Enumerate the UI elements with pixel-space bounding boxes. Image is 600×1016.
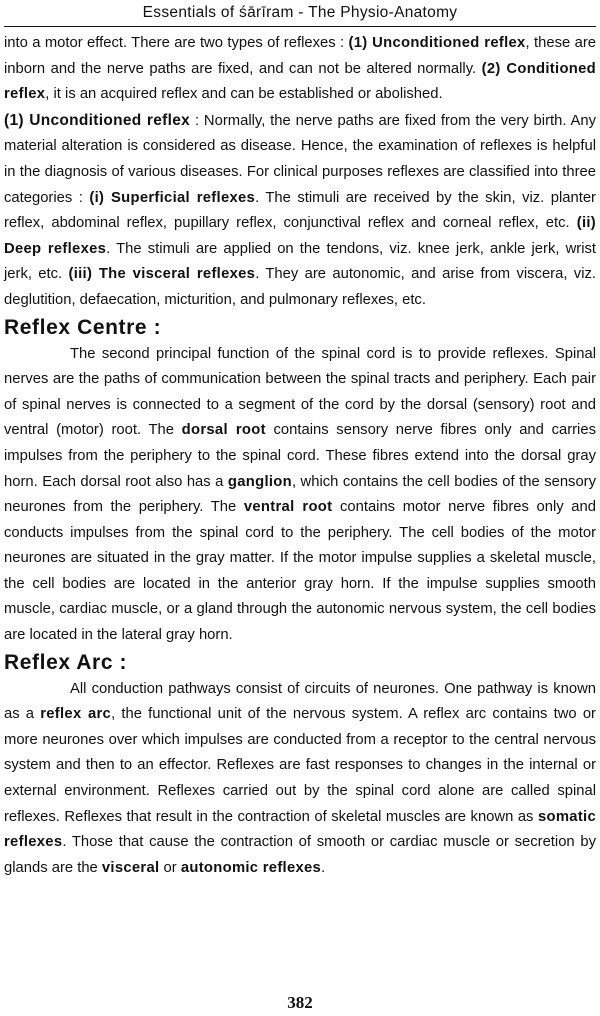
term-conditioned-reflex: (2) Conditioned reflex bbox=[4, 60, 596, 103]
text-run: . bbox=[321, 859, 326, 876]
text-run: . They are autonomic, and arise from viscera, viz. deglutition, defaecation, micturition, and pulmonary reflexes, etc. bbox=[4, 266, 596, 308]
paragraph-reflex-arc bbox=[4, 677, 596, 882]
text-run: All conduction pathways consist of circuits of neurones. One pathway is known as a bbox=[4, 680, 596, 723]
running-header: Essentials of śārīram - The Physio-Anatomy bbox=[142, 4, 458, 21]
term-deep-reflexes: (ii) Deep reflexes bbox=[4, 215, 596, 257]
text-run: . Those that cause the contraction of smooth or cardiac muscle or secretion by glands are the bbox=[4, 834, 596, 876]
body-text bbox=[4, 31, 596, 881]
text-run: contains sensory nerve fibres only and carries impulses from the periphery to the spinal cord. These fibres extend into the dorsal gray horn. Each dorsal root also has a bbox=[4, 422, 596, 490]
text-run: or bbox=[159, 859, 181, 876]
term-ganglion: ganglion bbox=[227, 473, 292, 490]
term-reflex-arc: reflex arc bbox=[40, 706, 112, 723]
term-superficial-reflexes: (i) Superficial reflexes bbox=[89, 189, 256, 206]
term-ventral-root: ventral root bbox=[243, 499, 333, 516]
term-visceral: visceral bbox=[101, 859, 160, 876]
text-run: . The stimuli are received by the skin, viz. planter reflex, abdominal reflex, pupillary reflex, conjunctival reflex and corneal reflex, etc. bbox=[4, 189, 596, 232]
page-number: 382 bbox=[287, 993, 313, 1012]
header-rule bbox=[4, 26, 596, 27]
term-autonomic-reflexes: autonomic reflexes bbox=[180, 859, 322, 876]
text-run: , the functional unit of the nervous system. A reflex arc contains two or more neurones over which impulses are conducted from a receptor to the central nervous system and then to an effector. Reflexes are fast responses to changes in the internal or external environment. Reflexes carried out by the spinal cord alone are called spinal reflexes. Reflexes that result in the contraction of skeletal muscles are known as bbox=[4, 706, 596, 825]
text-run: into a motor effect. There are two types of reflexes : bbox=[4, 35, 349, 51]
text-run: : Normally, the nerve paths are fixed from the very birth. Any material alteration is considered as disease. Hence, the examination of reflexes is helpful in the diagnosis of various diseases. For clinical purposes reflexes are classified into three categories : bbox=[4, 112, 596, 206]
heading-reflex-arc: Reflex Arc : bbox=[4, 650, 128, 674]
term-visceral-reflexes: (iii) The visceral reflexes bbox=[68, 266, 256, 283]
text-run: , it is an acquired reflex and can be established or abolished. bbox=[45, 86, 443, 103]
paragraph-reflex-centre bbox=[4, 342, 596, 649]
paragraph-unconditioned-reflex bbox=[4, 108, 596, 314]
heading-reflex-centre: Reflex Centre : bbox=[4, 315, 162, 339]
text-run: contains motor nerve fibres only and conducts impulses from the spinal cord to the periphery. The cell bodies of the motor neurones are situated in the gray matter. If the motor impulse supplies a skeletal muscle, the cell bodies are located in the anterior gray horn. If the impulse supplies smooth muscle, cardiac muscle, or a gland through the autonomic nervous system, the cell bodies are located in the lateral gray horn. bbox=[4, 499, 596, 644]
paragraph-reflex-types bbox=[4, 31, 596, 108]
term-dorsal-root: dorsal root bbox=[181, 422, 266, 439]
term-somatic-reflexes: somatic reflexes bbox=[4, 808, 596, 851]
term-unconditioned-reflex: (1) Unconditioned reflex bbox=[348, 35, 526, 51]
text-run: , which contains the cell bodies of the sensory neurones from the periphery. The bbox=[4, 473, 597, 516]
text-run: The second principal function of the spinal cord is to provide reflexes. Spinal nerves are the paths of communication between the spinal tracts and periphery. Each pair of spinal nerves is connected to a segment of the cord by the dorsal (sensory) root and ventral (motor) root. The bbox=[4, 345, 596, 439]
text-run: , these are inborn and the nerve paths are fixed, and can not be altered normally. bbox=[4, 35, 596, 77]
paragraph-lead-term: (1) Unconditioned reflex bbox=[4, 111, 191, 129]
text-run: . The stimuli are applied on the tendons, viz. knee jerk, ankle jerk, wrist jerk, etc. bbox=[4, 240, 597, 283]
